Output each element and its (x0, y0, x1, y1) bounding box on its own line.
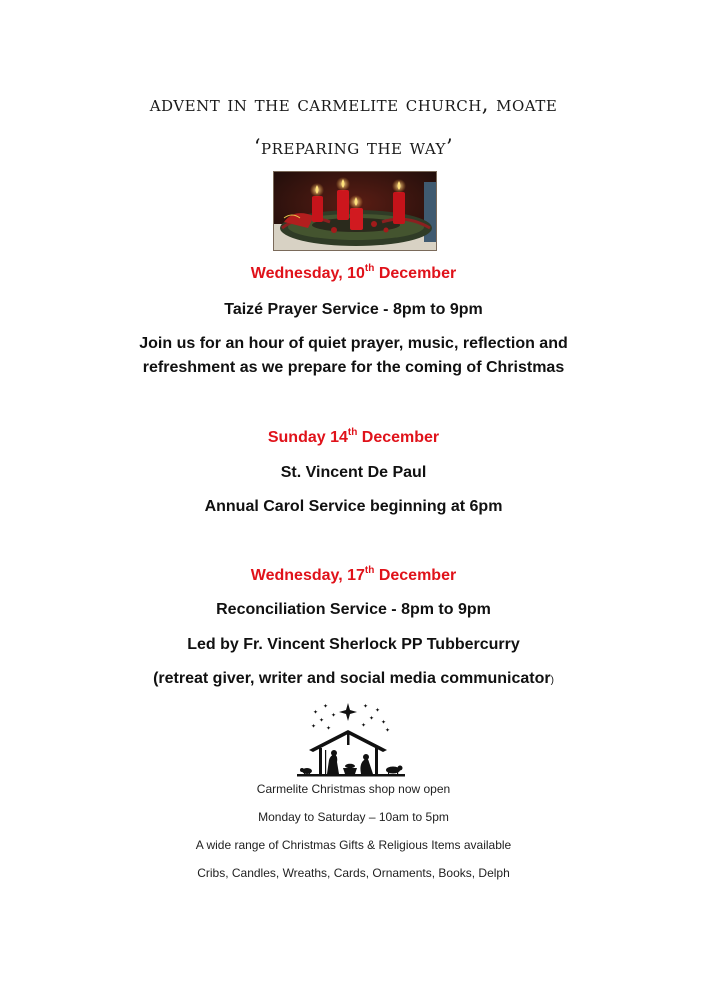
event-date: Wednesday, 17th December (250, 564, 457, 584)
svg-text:✦: ✦ (313, 709, 319, 716)
event-note: (retreat giver, writer and social media communicator) (153, 670, 554, 687)
shop-items: Cribs, Candles, Wreaths, Cards, Ornaments, Books, Delph (197, 866, 510, 880)
shop-range: A wide range of Christmas Gifts & Religious Items available (195, 838, 512, 852)
svg-text:✦: ✦ (369, 715, 375, 722)
event-title: Taizé Prayer Service - 8pm to 9pm (224, 301, 483, 318)
nativity-scene-icon (291, 700, 415, 780)
event-description: Join us for an hour of quiet prayer, music, reflection and (139, 335, 568, 352)
svg-text:✦: ✦ (319, 717, 325, 724)
svg-text:✦: ✦ (375, 707, 381, 714)
svg-text:✦: ✦ (361, 722, 367, 729)
event-description: refreshment as we prepare for the coming of Christmas (142, 359, 565, 376)
svg-text:✦: ✦ (385, 727, 391, 734)
shop-hours: Monday to Saturday – 10am to 5pm (258, 810, 449, 824)
page-subtitle: ‘preparing the way’ (253, 135, 454, 159)
advent-wreath-image (273, 171, 437, 251)
svg-text:✦: ✦ (363, 703, 369, 710)
shop-announcement: Carmelite Christmas shop now open (256, 782, 451, 796)
event-title: Reconciliation Service - 8pm to 9pm (216, 601, 491, 618)
svg-text:✦: ✦ (331, 712, 337, 719)
svg-text:✦: ✦ (311, 723, 317, 730)
event-organiser: St. Vincent De Paul (280, 464, 427, 481)
svg-text:✦: ✦ (381, 719, 387, 726)
svg-text:✦: ✦ (323, 703, 329, 710)
event-date: Sunday 14th December (267, 426, 440, 446)
page-title: advent in the carmelite church, moate (149, 92, 558, 116)
event-date: Wednesday, 10th December (250, 262, 457, 282)
svg-text:✦: ✦ (326, 725, 332, 732)
event-leader: Led by Fr. Vincent Sherlock PP Tubbercurry (187, 636, 520, 653)
event-title: Annual Carol Service beginning at 6pm (204, 498, 503, 515)
